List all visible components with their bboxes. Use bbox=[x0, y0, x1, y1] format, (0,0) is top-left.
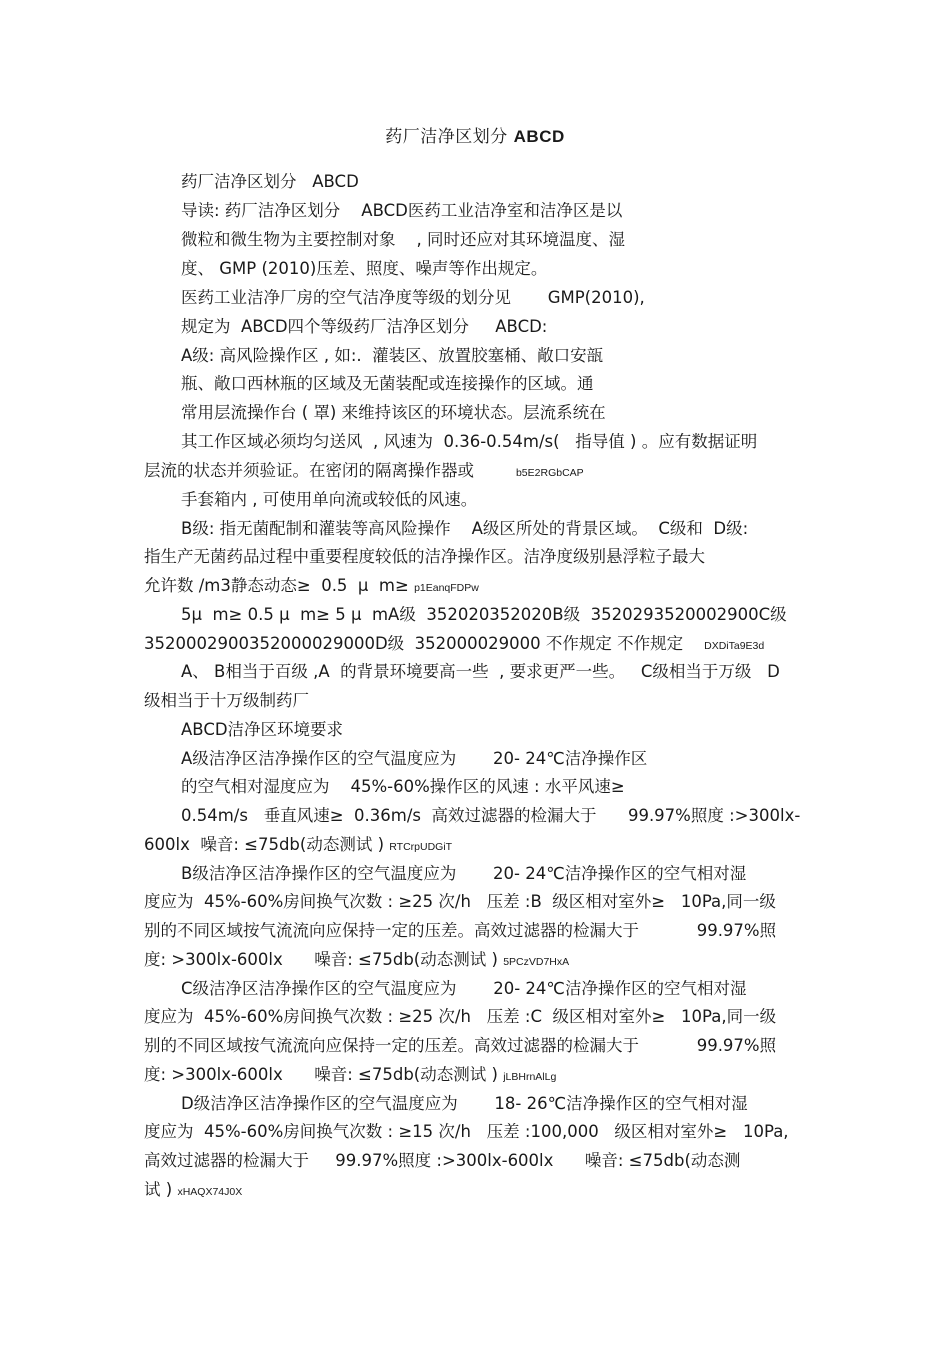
text-line: 级相当于十万级制药厂 bbox=[144, 691, 309, 710]
doc-code: RTCrpUDGiT bbox=[389, 841, 453, 853]
text-line: 别的不同区域按气流流向应保持一定的压差。高效过滤器的检漏大于 99.97%照 bbox=[144, 921, 777, 940]
text-line: 医药工业洁净厂房的空气洁净度等级的划分见 GMP(2010), bbox=[181, 288, 645, 307]
text-line: 常用层流操作台 ( 罩) 来维持该区的环境状态。层流系统在 bbox=[181, 403, 606, 422]
text-line: 的空气相对湿度应为 45%-60%操作区的风速 : 水平风速≥ bbox=[181, 777, 625, 796]
text-line: C级洁净区洁净操作区的空气温度应为 20- 24℃洁净操作区的空气相对湿 bbox=[181, 979, 747, 998]
text-line: 度、 GMP (2010)压差、照度、噪声等作出规定。 bbox=[181, 259, 548, 278]
text-line: B级: 指无菌配制和灌装等高风险操作 A级区所处的背景区域。 C级和 D级: bbox=[181, 519, 749, 538]
doc-code: p1EanqFDPw bbox=[414, 582, 479, 594]
text-line: 微粒和微生物为主要控制对象 , 同时还应对其环境温度、湿 bbox=[181, 230, 625, 249]
text-line: 度: >300lx-600lx 噪音: ≤75db(动态测试 ) 5PCzVD7HxA bbox=[144, 950, 570, 969]
text-line: 高效过滤器的检漏大于 99.97%照度 :>300lx-600lx 噪音: ≤75db(动态测 bbox=[144, 1151, 741, 1170]
text-line: 5μ m≥ 0.5 μ m≥ 5 μ mA级 352020352020B级 3520293520002900C级 bbox=[181, 605, 787, 624]
text-line: 指生产无菌药品过程中重要程度较低的洁净操作区。洁净度级别悬浮粒子最大 bbox=[144, 547, 705, 566]
text-line: 瓶、敞口西林瓶的区域及无菌装配或连接操作的区域。通 bbox=[181, 374, 594, 393]
text-line: 0.54m/s 垂直风速≥ 0.36m/s 高效过滤器的检漏大于 99.97%照度 :>300lx- bbox=[181, 806, 801, 825]
text-line: 药厂洁净区划分 ABCD bbox=[181, 172, 359, 191]
text-line: A级: 高风险操作区 , 如:. 灌装区、放置胶塞桶、敞口安瓿 bbox=[181, 346, 604, 365]
text-line: 度应为 45%-60%房间换气次数 : ≥25 次/h 压差 :B 级区相对室外≥ 10Pa,同一级 bbox=[144, 892, 776, 911]
text-line: 其工作区域必须均匀送风 , 风速为 0.36-0.54m/s( 指导值 ) 。应有数据证明 bbox=[181, 432, 758, 451]
text-line: A、 B相当于百级 ,A 的背景环境要高一些 , 要求更严一些。 C级相当于万级 D bbox=[181, 662, 780, 681]
text-line: D级洁净区洁净操作区的空气温度应为 18- 26℃洁净操作区的空气相对湿 bbox=[181, 1094, 748, 1113]
text-line: 规定为 ABCD四个等级药厂洁净区划分 ABCD: bbox=[181, 317, 548, 336]
text-line: 手套箱内 , 可使用单向流或较低的风速。 bbox=[181, 490, 478, 509]
text-line: 度应为 45%-60%房间换气次数 : ≥25 次/h 压差 :C 级区相对室外≥ 10Pa,同一级 bbox=[144, 1007, 777, 1026]
doc-code: jLBHrnAlLg bbox=[503, 1071, 557, 1083]
text-line: B级洁净区洁净操作区的空气温度应为 20- 24℃洁净操作区的空气相对湿 bbox=[181, 864, 747, 883]
doc-code: xHAQX74J0X bbox=[177, 1186, 243, 1198]
text-line: 允许数 /m3静态动态≥ 0.5 μ m≥ p1EanqFDPw bbox=[144, 576, 479, 595]
text-line: A级洁净区洁净操作区的空气温度应为 20- 24℃洁净操作区 bbox=[181, 749, 648, 768]
text-line: 3520002900352000029000D级 352000029000 不作规定 不作规定 DXDiTa9E3d bbox=[144, 634, 765, 653]
text-line: 600lx 噪音: ≤75db(动态测试 ) RTCrpUDGiT bbox=[144, 835, 453, 854]
doc-code: DXDiTa9E3d bbox=[704, 640, 765, 652]
text-line: 导读: 药厂洁净区划分 ABCD医药工业洁净室和洁净区是以 bbox=[181, 201, 623, 220]
text-line: 度应为 45%-60%房间换气次数 : ≥15 次/h 压差 :100,000 级区相对室外≥ 10Pa, bbox=[144, 1122, 789, 1141]
text-line: 层流的状态并须验证。在密闭的隔离操作器或 b5E2RGbCAP bbox=[144, 461, 584, 480]
text-line: 试 ) xHAQX74J0X bbox=[144, 1180, 243, 1199]
doc-code: 5PCzVD7HxA bbox=[503, 956, 570, 968]
doc-title: 药厂洁净区划分 ABCD bbox=[385, 127, 565, 147]
text-line: 度: >300lx-600lx 噪音: ≤75db(动态测试 ) jLBHrnAlLg bbox=[144, 1065, 557, 1084]
text-line: ABCD洁净区环境要求 bbox=[181, 720, 344, 739]
text-line: 别的不同区域按气流流向应保持一定的压差。高效过滤器的检漏大于 99.97%照 bbox=[144, 1036, 777, 1055]
doc-code: b5E2RGbCAP bbox=[515, 467, 584, 479]
